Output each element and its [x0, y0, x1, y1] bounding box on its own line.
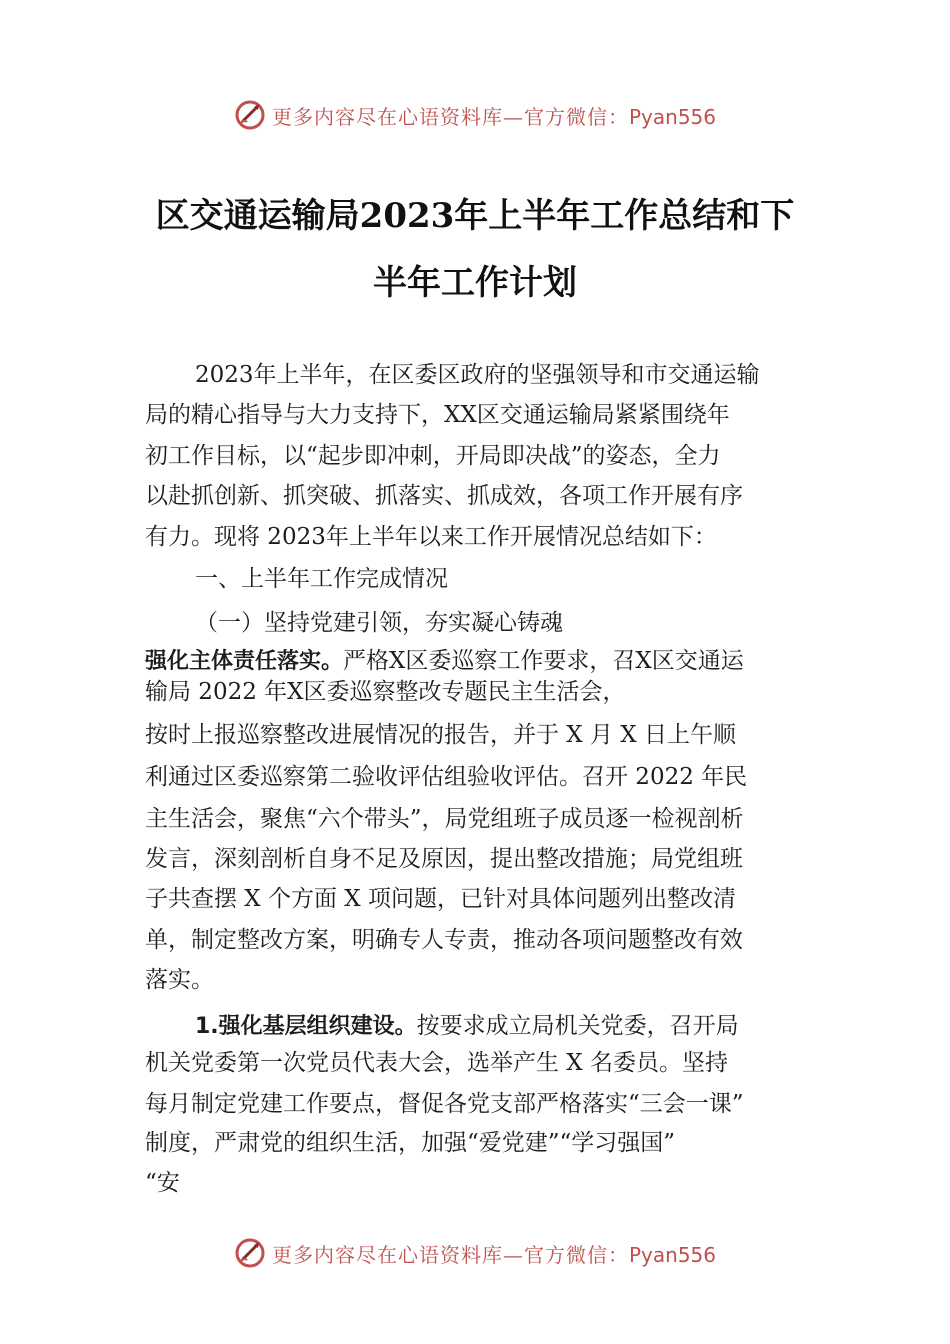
item-text: 严格X区委巡察工作要求，召X区交通运: [343, 648, 744, 674]
item-line: 机关党委第一次党员代表大会，选举产生 X 名委员。坚持: [145, 1050, 728, 1076]
intro-line: 局的精心指导与大力支持下，XX区交通运输局紧紧围绕年: [145, 402, 730, 428]
item-heading-bold: 1.强化基层组织建设。: [195, 1014, 417, 1039]
subsection-heading: （一）坚持党建引领，夯实凝心铸魂: [195, 610, 563, 636]
footer-banner-text: [272, 1239, 716, 1268]
document-title-line1: 区交通运输局2023年上半年工作总结和下: [155, 196, 795, 236]
item-line: 子共查摆 X 个方面 X 项问题，已针对具体问题列出整改清: [145, 886, 736, 912]
item-line: 输局 2022 年X区委巡察整改专题民主生活会，: [145, 679, 626, 705]
item-text: 按要求成立局机关党委，召开局: [416, 1013, 739, 1039]
footer-banner-label: 更多内容尽在心语资料库—官方微信：: [271, 1242, 629, 1267]
item-line: 按时上报巡察整改进展情况的报告，并于 X 月 X 日上午顺: [145, 722, 736, 748]
brand-logo-icon: [234, 99, 266, 131]
header-banner: [0, 95, 950, 135]
item-line: 主生活会，聚焦“六个带头”，局党组班子成员逐一检视剖析: [145, 806, 744, 832]
item-line: 落实。: [145, 967, 214, 993]
brand-logo-icon: [234, 1237, 266, 1269]
intro-line: 初工作目标，以“起步即冲刺，开局即决战”的姿态，全力: [145, 443, 721, 469]
item-line: 制度，严肃党的组织生活，加强“爱党建”“学习强国”: [145, 1130, 676, 1156]
intro-line: 2023年上半年，在区委区政府的坚强领导和市交通运输: [195, 362, 760, 388]
item-line: “安: [145, 1170, 180, 1196]
intro-line: 以赴抓创新、抓突破、抓落实、抓成效，各项工作开展有序: [145, 483, 743, 509]
intro-line: 有力。现将 2023年上半年以来工作开展情况总结如下：: [145, 524, 717, 550]
item-line: 发言，深刻剖析自身不足及原因，提出整改措施；局党组班: [145, 846, 743, 872]
item-heading-bold: 强化主体责任落实。: [145, 649, 344, 674]
item-first-line: [195, 1011, 739, 1042]
item-line: 每月制定党建工作要点，督促各党支部严格落实“三会一课”: [145, 1091, 744, 1117]
header-wechat-id: Pyan556: [628, 104, 716, 129]
header-banner-text: [272, 101, 716, 130]
section-heading: 一、上半年工作完成情况: [195, 566, 448, 592]
header-banner-label: 更多内容尽在心语资料库—官方微信：: [271, 104, 629, 129]
item-first-line: [145, 646, 744, 677]
document-title-line2: 半年工作计划: [373, 263, 577, 303]
footer-wechat-id: Pyan556: [628, 1242, 716, 1267]
item-line: 利通过区委巡察第二验收评估组验收评估。召开 2022 年民: [145, 764, 748, 790]
item-line: 单，制定整改方案，明确专人专责，推动各项问题整改有效: [145, 927, 743, 953]
footer-banner: [0, 1233, 950, 1273]
